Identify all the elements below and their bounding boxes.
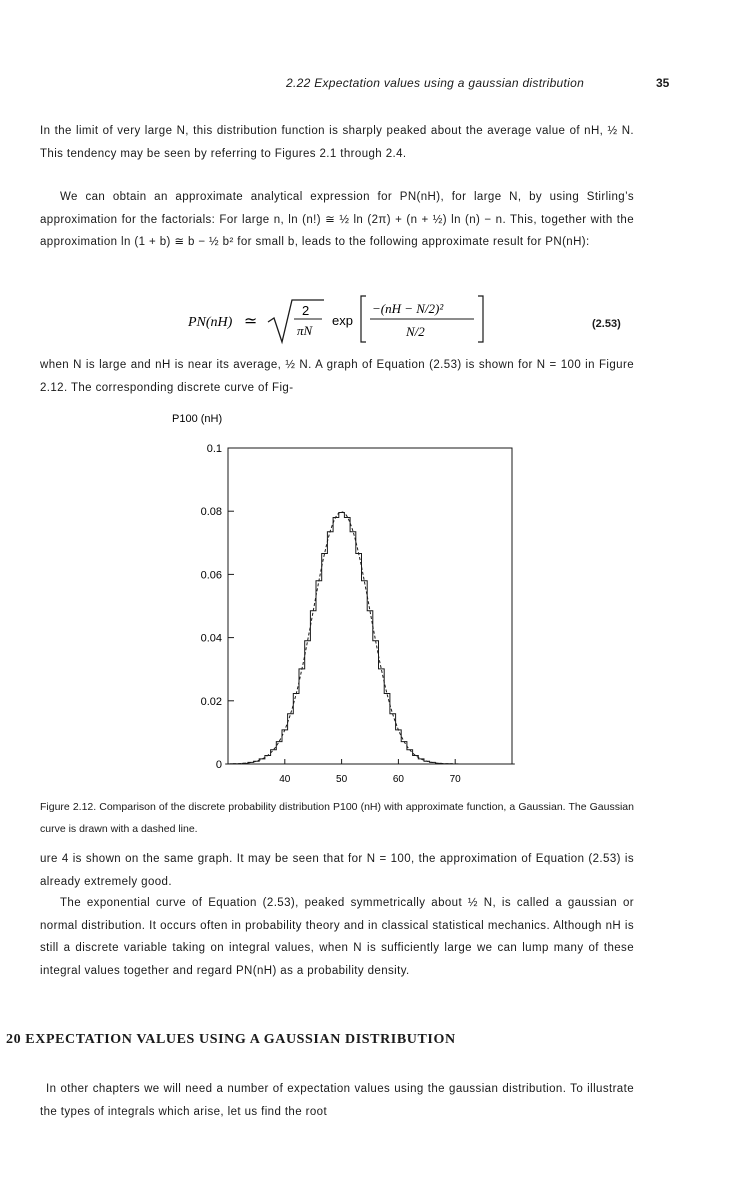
figure-2-12-chart [150, 408, 530, 788]
section-heading: 20 EXPECTATION VALUES USING A GAUSSIAN DISTRIBUTION [6, 1032, 456, 1047]
equation-2-53 [184, 292, 644, 348]
sqrt-numerator: 2 [302, 303, 310, 318]
figure-caption: Figure 2.12. Comparison of the discrete probability distribution P100 (nH) with approximate function, a Gaussian. The Gaussian curve is drawn with a dashed line. [40, 801, 634, 835]
right-bracket [478, 296, 483, 342]
running-header: 2.22 Expectation values using a gaussian distribution [286, 76, 585, 90]
y-tick-label: 0.1 [206, 443, 222, 455]
exp-numerator: −(nH − N/2)² [372, 301, 444, 316]
y-tick-label: 0.02 [200, 695, 222, 708]
gaussian-dashed-curve [228, 512, 512, 764]
exp-denominator: N/2 [406, 324, 425, 339]
equation-number: (2.53) [592, 318, 621, 330]
y-tick-label: 0.08 [200, 506, 222, 519]
paragraph-4: ure 4 is shown on the same graph. It may be seen that for N = 100, the approximation of Equation (2.53) is already extremely good. [40, 853, 634, 888]
plot-frame [228, 448, 512, 764]
x-tick-label: 60 [392, 774, 404, 785]
chart-y-label: P100 (nH) [172, 413, 223, 425]
y-tick-label: 0 [215, 759, 222, 771]
equation-lhs: PN(nH) [188, 315, 233, 330]
page-number: 35 [656, 76, 670, 90]
left-bracket [361, 296, 366, 342]
y-tick-label: 0.04 [200, 632, 222, 645]
paragraph-3: when N is large and nH is near its average, ½ N. A graph of Equation (2.53) is shown for N = 100 in Figure 2.12. The corresponding discrete curve of Fig- [40, 359, 634, 394]
equation-approx: ≃ [244, 313, 258, 330]
sqrt-sign [268, 300, 324, 342]
x-tick-label: 50 [336, 774, 348, 785]
discrete-step-curve [225, 513, 515, 765]
y-tick-label: 0.06 [200, 569, 222, 582]
x-tick-label: 70 [449, 774, 461, 785]
x-tick-label: 40 [279, 774, 291, 785]
paragraph-1: In the limit of very large N, this distribution function is sharply peaked about the average value of nH, ½ N. This tendency may be seen by referring to Figures 2.1 through 2.4. [40, 125, 634, 160]
paragraph-6: In other chapters we will need a number of expectation values using the gaussian distribution. To illustrate the types of integrals which arise, let us find the root [40, 1083, 634, 1118]
paragraph-2: We can obtain an approximate analytical expression for PN(nH), for large N, by using Stirling’s approximation for the factorials: For large n, ln (n!) ≅ ½ ln (2π) + (n + ½) ln (n) − n. This, together with the approximation ln (1 + b) ≅ b − ½ b² for small b, leads to the following approximate result for PN(nH): [40, 191, 634, 248]
sqrt-denominator: πN [297, 323, 313, 338]
exp-label: exp [332, 313, 353, 328]
paragraph-5: The exponential curve of Equation (2.53), peaked symmetrically about ½ N, is called a gaussian or normal distribution. It occurs often in probability theory and in classical statistical mechanics. Although nH is still a discrete variable taking on integral values, when N is sufficiently large we can lump many of these integral values together and regard PN(nH) as a probability density. [40, 897, 634, 977]
